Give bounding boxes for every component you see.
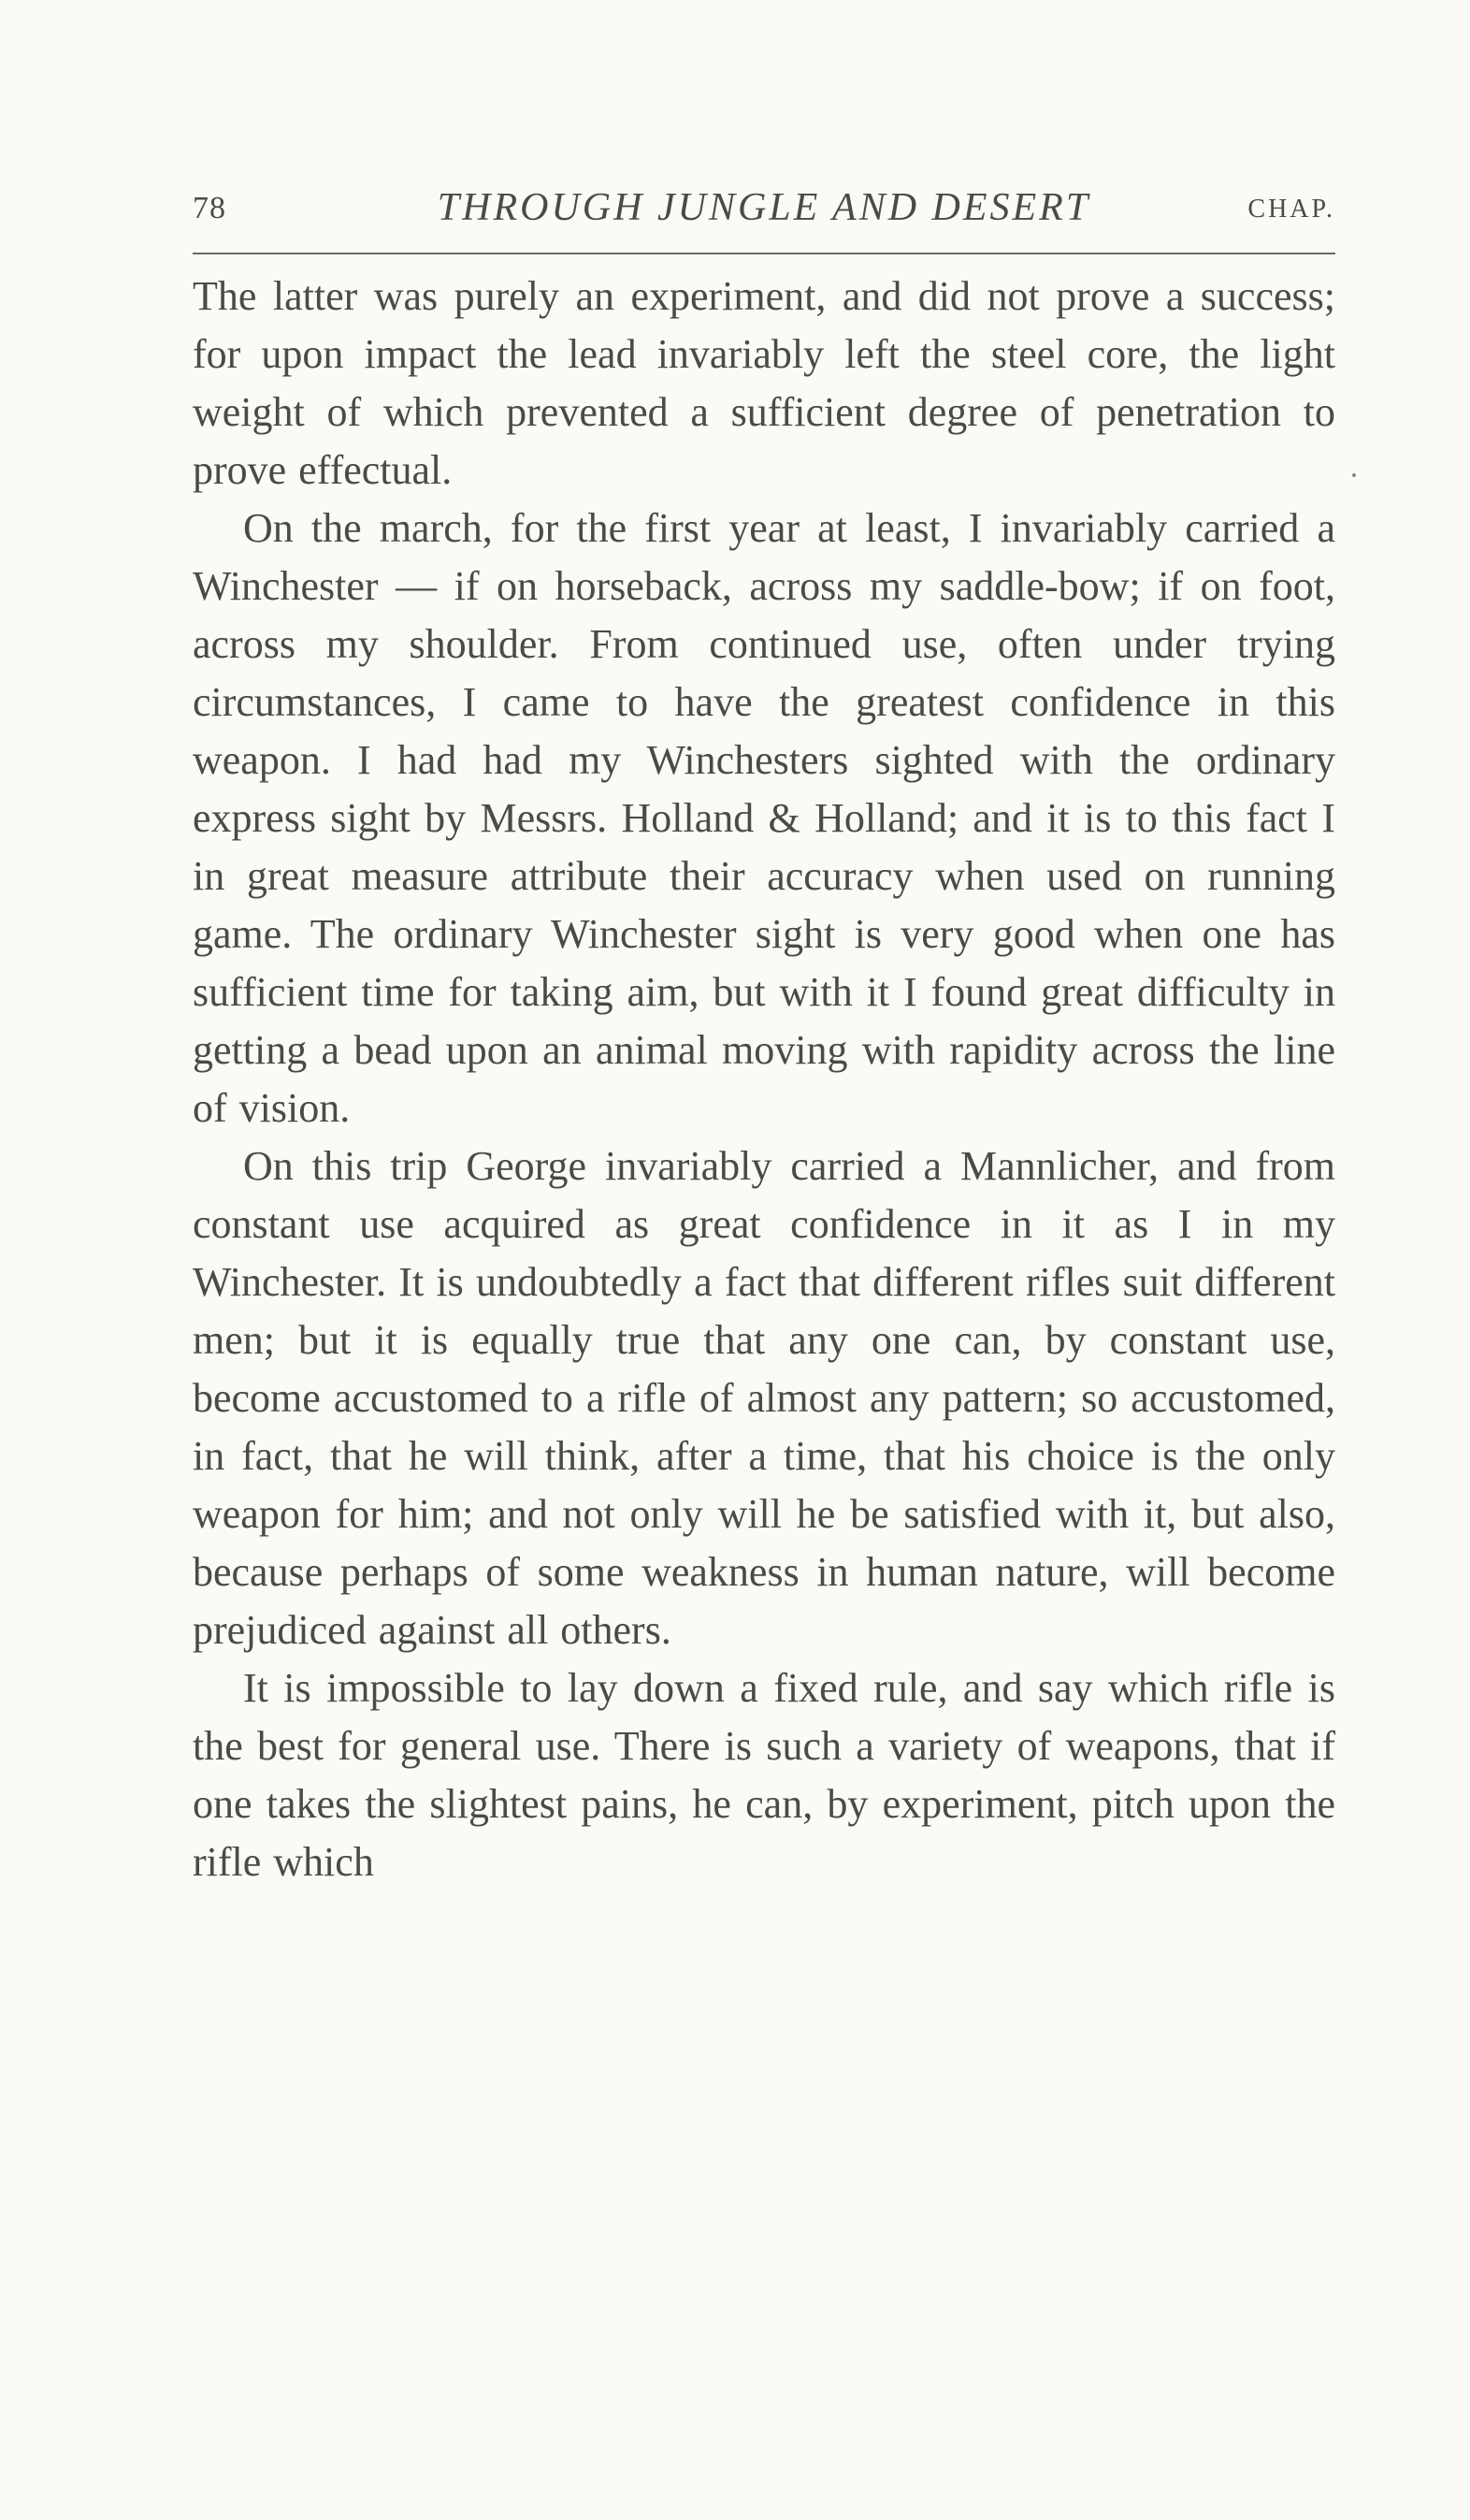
body-text [193, 268, 1335, 1891]
paragraph-4: It is impossible to lay down a fixed rule, and say which rifle is the best for general use. There is such a variety of weapons, that if one takes the slightest pains, he can, by experiment, pitch upon the rifle which [193, 1665, 1335, 1885]
paper-speck [1352, 473, 1356, 477]
paragraph-2: On the march, for the first year at least, I invariably carried a Winchester — if on horseback, across my saddle-bow; if on foot, across my shoulder. From continued use, often under trying circumstances, I came to have the greatest confidence in this weapon. I had had my Winchesters sighted with the ordinary express sight by Messrs. Holland & Holland; and it is to this fact I in great measure attribute their accuracy when used on running game. The ordinary Winchester sight is very good when one has sufficient time for taking aim, but with it I found great difficulty in getting a bead upon an animal moving with rapidity across the line of vision. [193, 505, 1335, 1131]
header-rule [193, 253, 1335, 254]
chapter-label: CHAP. [1247, 195, 1335, 224]
page-header [193, 183, 1335, 239]
page-number: 78 [193, 191, 226, 225]
paragraph-3: On this trip George invariably carried a Mannlicher, and from constant use acquired as great confidence in it as I in my Winchester. It is undoubtedly a fact that different rifles suit different men; but it is equally true that any one can, by constant use, become accustomed to a rifle of almost any pattern; so accustomed, in fact, that he will think, after a time, that his choice is the only weapon for him; and not only will he be satisfied with it, but also, because perhaps of some weakness in human nature, will become prejudiced against all others. [193, 1143, 1335, 1653]
running-title: THROUGH JUNGLE AND DESERT [437, 186, 1091, 229]
paragraph-1: The latter was purely an experiment, and did not prove a success; for upon impact the lead invariably left the steel core, the light weight of which prevented a sufficient degree of penetration to prove effectual. [193, 273, 1335, 493]
